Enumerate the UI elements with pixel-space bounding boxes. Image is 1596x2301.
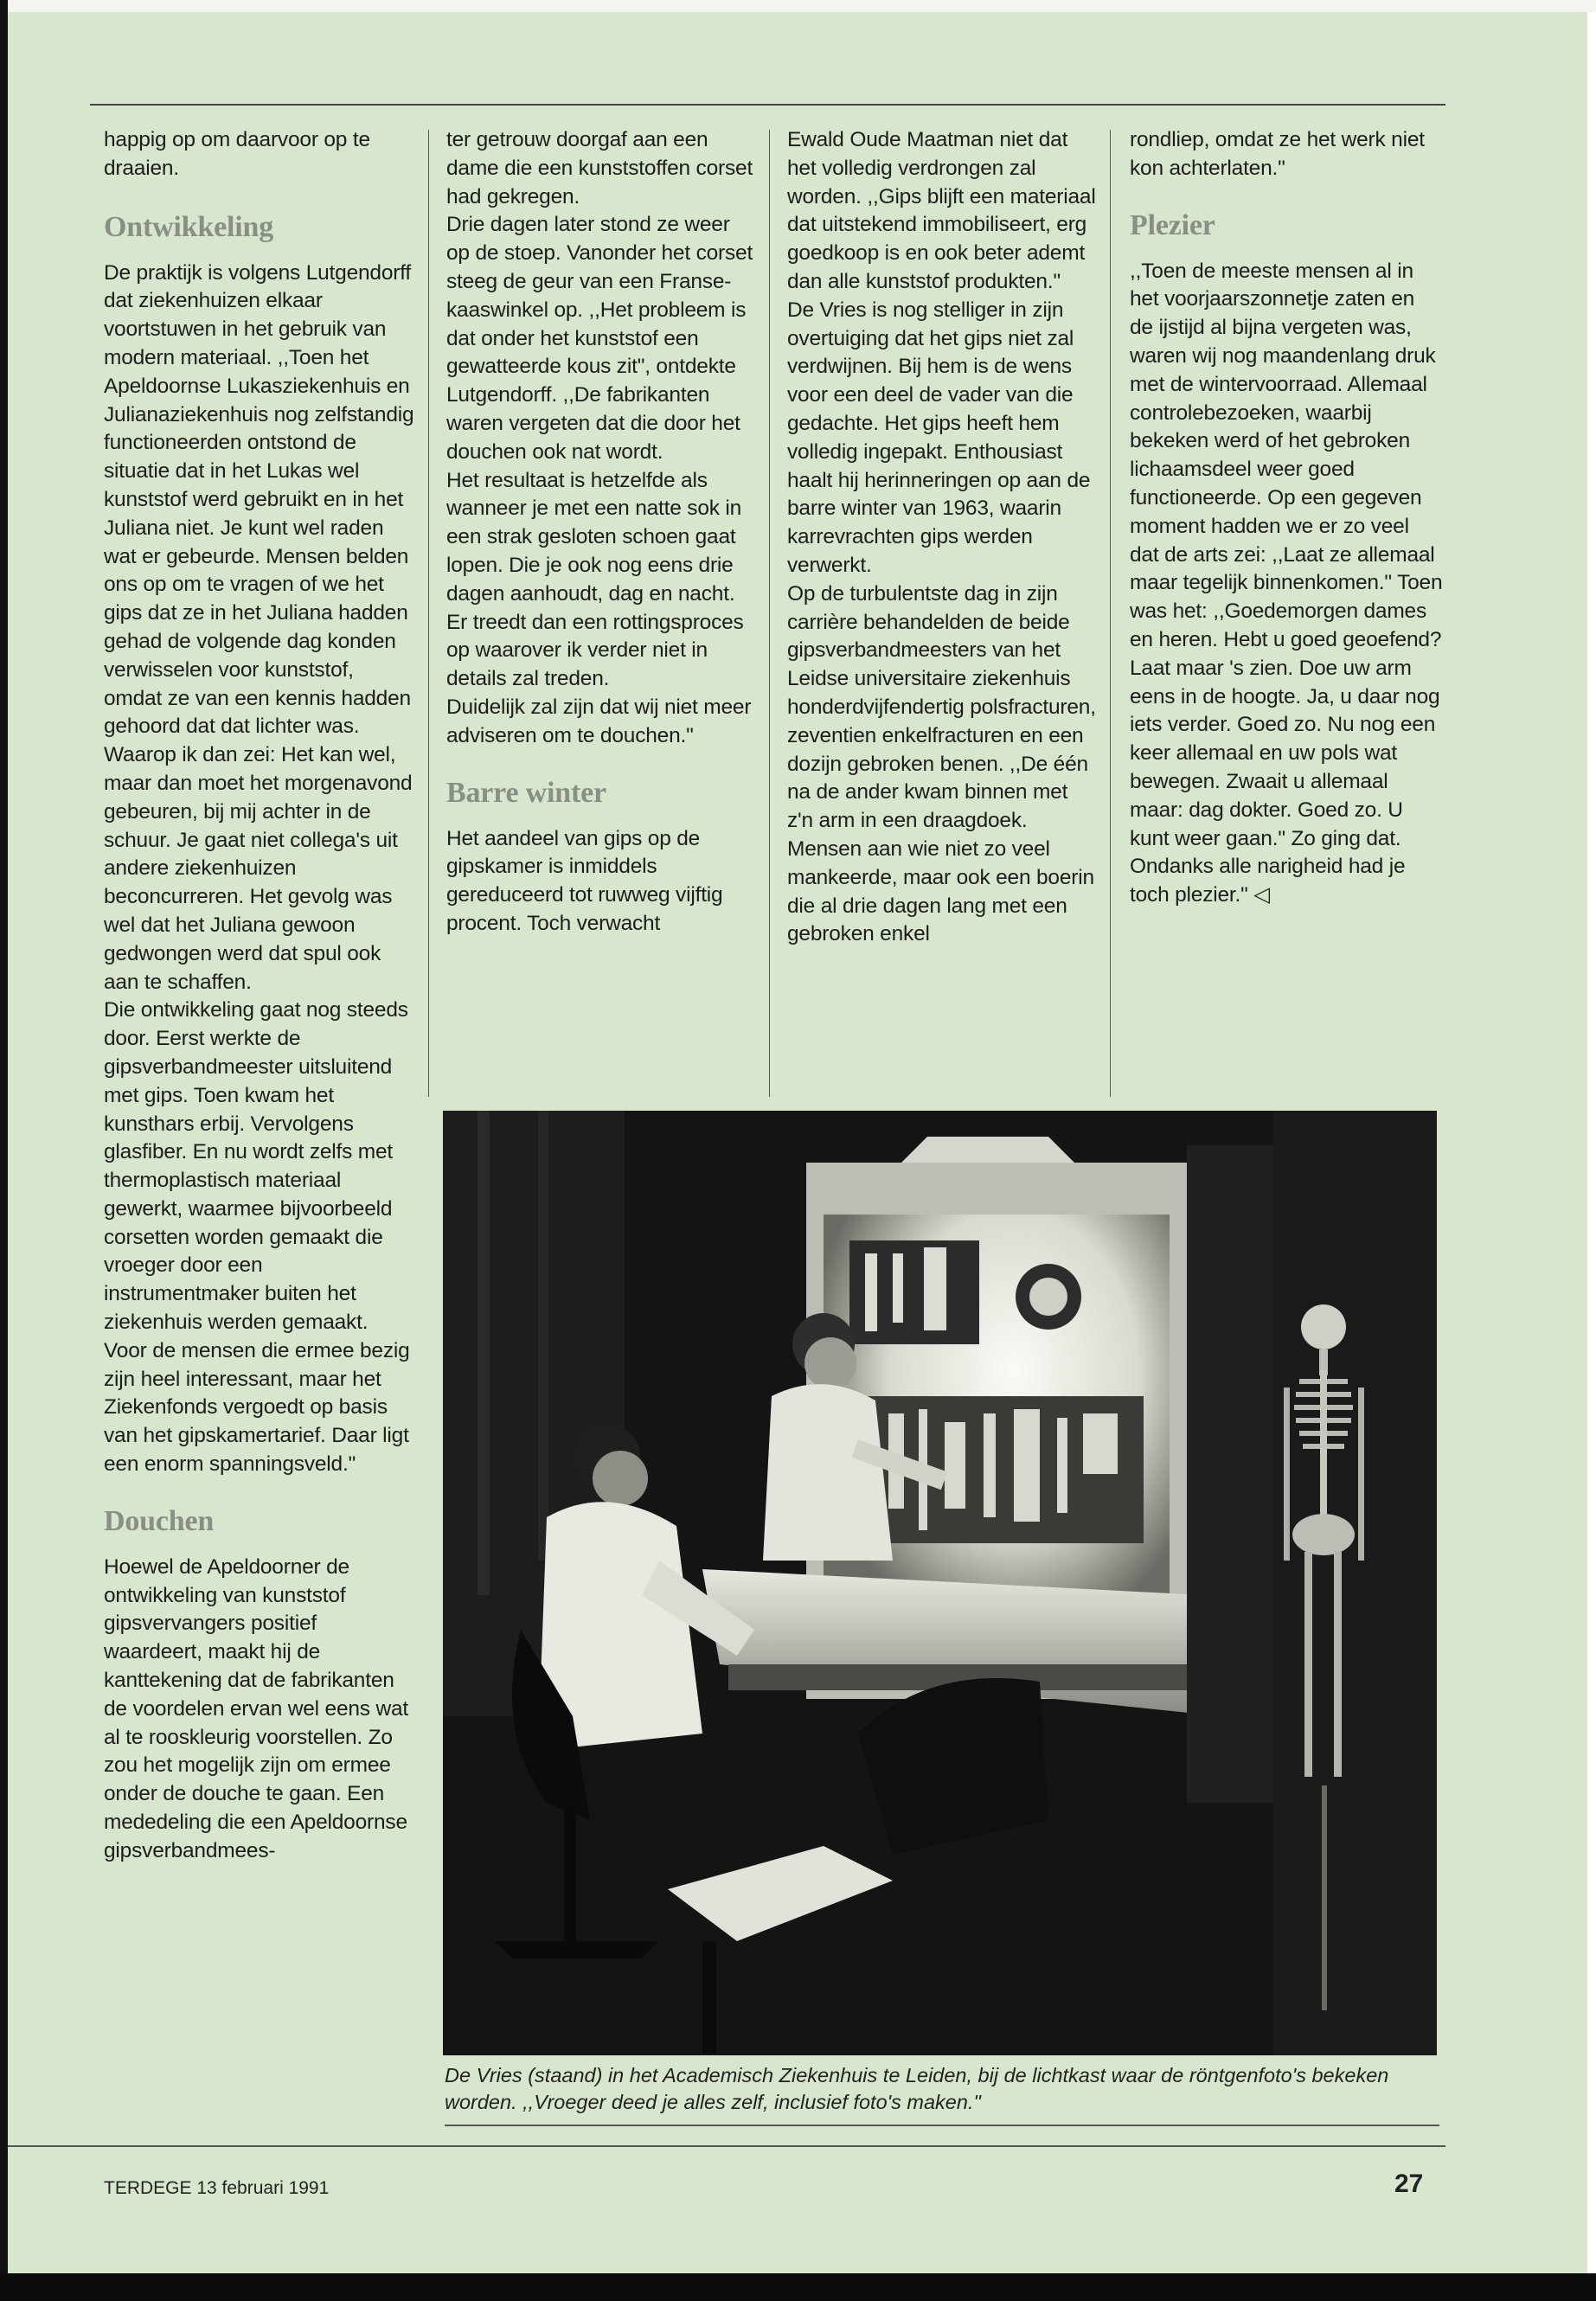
paragraph: ter getrouw doorgaf aan een dame die een kunststoffen corset had gekregen.	[446, 128, 753, 208]
article-column-1	[104, 126, 415, 1866]
photo-caption: De Vries (staand) in het Academisch Ziekenhuis te Leiden, bij de lichtkast waar de röntgenfoto's bekeken worden. ,,Vroeger deed je alles zelf, inclusief foto's maken."	[445, 2064, 1389, 2113]
column-divider	[428, 130, 429, 1097]
heading-barre-winter: Barre winter	[446, 776, 606, 809]
paragraph: De Vries is nog stelliger in zijn overtuiging dat het gips niet zal verdwijnen. Bij hem is de wens voor een deel de vader van die gedachte. Het gips heeft hem volledig ingepakt. Enthousiast haalt hij herinneringen op aan de barre winter van 1963, waarin karrevrachten gips werden verwerkt.	[787, 298, 1091, 577]
caption-rule	[445, 2125, 1439, 2126]
footer-publication: TERDEGE 13 februari 1991	[104, 2178, 330, 2198]
column-divider	[1110, 130, 1111, 1097]
paragraph: Die ontwikkeling gaat nog steeds door. Eerst werkte de gipsverbandmeester uitsluitend met gips. Toen kwam het kunsthars erbij. Vervolgens glasfiber. En nu wordt zelfs met thermoplastisch materiaal gewerkt, waarmee bijvoorbeeld corsetten worden gemaakt die vroeger door een instrumentmaker buiten het ziekenhuis werden gemaakt. Voor de mensen die ermee bezig zijn heel interessant, maar het Ziekenfonds vergoedt op basis van het gipskamertarief. Daar ligt een enorm spanningsveld."	[104, 998, 410, 1477]
paragraph: Op de turbulentste dag in zijn carrière behandelden de beide gipsverbandmeesters van het Leidse universitaire ziekenhuis honderdvijfendertig polsfracturen, zeventien enkelfracturen en een dozijn gebroken benen. ,,De één na de ander kwam binnen met z'n arm in een draagdoek. Mensen aan wie niet zo veel mankeerde, maar ook een boerin die al drie dagen lang met een gebroken enkel	[787, 581, 1096, 946]
top-rule	[90, 104, 1445, 106]
heading-ontwikkeling: Ontwikkeling	[104, 210, 273, 243]
article-photo	[443, 1111, 1437, 2055]
paragraph: rondliep, omdat ze het werk niet kon achterlaten."	[1130, 128, 1425, 180]
scan-border-top	[0, 0, 1596, 12]
article-column-2	[446, 126, 756, 939]
paragraph: Drie dagen later stond ze weer op de stoep. Vanonder het corset steeg de geur van een Franse-kaaswinkel op. ,,Het probleem is dat onder het kunststof een gewatteerde kous zit", ontdekte Lutgendorff. ,,De fabrikanten waren vergeten dat die door het douchen ook nat wordt.	[446, 213, 753, 464]
paragraph: De praktijk is volgens Lutgendorff dat ziekenhuizen elkaar voortstuwen in het gebruik van modern materiaal. ,,Toen het Apeldoornse Lukasziekenhuis en Julianaziekenhuis nog zelfstandig functioneerden ontstond de situatie dat in het Lukas wel kunststof werd gebruikt en in het Juliana niet. Je kunt wel raden wat er gebeurde. Mensen belden ons op om te vragen of we het gips dat ze in het Juliana hadden gehad de volgende dag konden verwisselen voor kunststof, omdat ze van een kennis hadden gehoord dat dat lichter was. Waarop ik dan zei: Het kan wel, maar dan moet het morgenavond gebeuren, bij mij achter in de schuur. Je gaat niet collega's uit andere ziekenhuizen beconcurreren. Het gevolg was wel dat het Juliana gewoon gedwongen werd dat spul ook aan te schaffen.	[104, 260, 414, 994]
photo-illustration	[443, 1111, 1437, 2055]
paragraph: Het resultaat is hetzelfde als wanneer je met een natte sok in een strak gesloten schoen gaat lopen. Die je ook nog eens drie dagen aanhoudt, dag en nacht. Er treedt dan een rottingsproces op waarover ik verder niet in details zal treden.	[446, 468, 744, 691]
scan-border-left	[0, 0, 8, 2301]
page-number: 27	[1394, 2170, 1424, 2198]
paragraph: Duidelijk zal zijn dat wij niet meer adviseren om te douchen."	[446, 695, 752, 747]
paragraph: Het aandeel van gips op de gipskamer is inmiddels gereduceerd tot ruwweg vijftig procent. Toch verwacht	[446, 826, 723, 935]
paragraph: Hoewel de Apeldoorner de ontwikkeling van kunststof gipsvervangers positief waardeert, maakt hij de kanttekening dat de fabrikanten de voordelen ervan wel eens wat al te rooskleurig voorstellen. Zo zou het mogelijk zijn om ermee onder de douche te gaan. Een mededeling die een Apeldoornse gipsverbandmees-	[104, 1554, 408, 1862]
article-column-4	[1130, 126, 1443, 910]
paragraph: happig op om daarvoor op te draaien.	[104, 128, 370, 180]
column-divider	[769, 130, 770, 1097]
heading-douchen: Douchen	[104, 1504, 215, 1537]
scan-border-bottom	[0, 2273, 1596, 2301]
footer-rule	[8, 2145, 1445, 2147]
heading-plezier: Plezier	[1130, 208, 1215, 241]
paragraph: Ewald Oude Maatman niet dat het volledig verdrongen zal worden. ,,Gips blijft een materiaal dat uitstekend immobiliseert, erg goedkoop is en ook beter ademt dan alle kunststof produkten."	[787, 128, 1096, 293]
paragraph: ,,Toen de meeste mensen al in het voorjaarszonnetje zaten en de ijstijd al bijna vergeten was, waren wij nog maandenlang druk met de wintervoorraad. Allemaal controlebezoeken, waarbij bekeken werd of het gebroken lichaamsdeel weer goed functioneerde. Op een gegeven moment hadden we er zo veel dat de arts zei: ,,Laat ze allemaal maar tegelijk binnenkomen." Toen was het: ,,Goedemorgen dames en heren. Hebt u goed geoefend? Laat maar 's zien. Doe uw arm eens in de hoogte. Ja, u daar nog iets verder. Goed zo. Nu nog een keer allemaal en uw pols wat bewegen. Zwaait u allemaal maar: dag dokter. Goed zo. U kunt weer gaan." Zo ging dat. Ondanks alle narigheid had je toch plezier." ◁	[1130, 259, 1443, 907]
article-column-3	[787, 126, 1097, 949]
